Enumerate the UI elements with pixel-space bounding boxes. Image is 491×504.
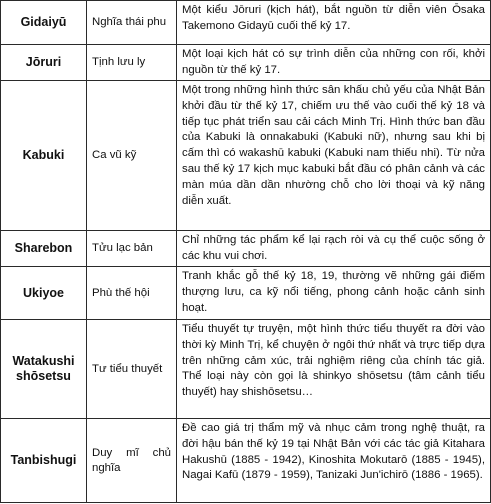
meaning-cell: Tửu lạc bản bbox=[87, 231, 177, 267]
term-cell: Kabuki bbox=[1, 81, 87, 231]
description-cell: Một loại kịch hát có sự trình diễn của những con rối, khởi nguồn từ thế kỷ 17. bbox=[177, 45, 491, 81]
table-row bbox=[1, 267, 491, 320]
table-row bbox=[1, 320, 491, 419]
meaning-cell: Ca vũ kỹ bbox=[87, 81, 177, 231]
description-cell: Một kiểu Jōruri (kịch hát), bắt nguồn từ diễn viên Ōsaka Takemono Gidayū cuối thế kỷ 17. bbox=[177, 1, 491, 45]
meaning-cell: Duy mĩ chủ nghĩa bbox=[87, 419, 177, 503]
term-cell: Watakushi shōsetsu bbox=[1, 320, 87, 419]
description-cell: Tranh khắc gỗ thế kỷ 18, 19, thường vẽ những gái điếm thượng lưu, ca kỹ nổi tiếng, phong cảnh hoặc cảnh sinh hoạt. bbox=[177, 267, 491, 320]
table-row bbox=[1, 45, 491, 81]
meaning-cell: Nghĩa thái phu bbox=[87, 1, 177, 45]
table-row bbox=[1, 1, 491, 45]
table-row bbox=[1, 81, 491, 231]
description-cell: Chỉ những tác phẩm kể lại rạch ròi và cụ thể cuộc sống ở các khu vui chơi. bbox=[177, 231, 491, 267]
description-cell: Tiểu thuyết tự truyện, một hình thức tiểu thuyết ra đời vào thời kỳ Minh Trị, kể chuyện ở ngôi thứ nhất và trực tiếp dựa trên những cảm xúc, trải nghiệm riêng của chính tác giả. Thể loại này còn gọi là shinkyo shōsetsu (tâm cảnh tiểu thuyết) hay shishōsetsu… bbox=[177, 320, 491, 419]
meaning-cell: Tịnh lưu ly bbox=[87, 45, 177, 81]
description-cell: Một trong những hình thức sân khấu chủ yếu của Nhật Bản khởi đầu từ thế kỷ 17, chiếm ưu thế vào cuối thế kỷ 18 và tiếp tục phát triển sau cải cách Minh Trị. Hình thức ban đầu của Kabuki là onnakabuki (Kabuki nữ), nhưng sau khi bị cấm thì có wakashū kabuki (Kabuki nam thiếu nhi). Từ nửa sau thế kỷ 17 kịch mục kabuki bắt đầu có phân cảnh và các màn múa dần dần nhường chỗ cho lời thoại và kỹ năng diễn xuất. bbox=[177, 81, 491, 231]
term-cell: Sharebon bbox=[1, 231, 87, 267]
table-row bbox=[1, 231, 491, 267]
term-cell: Gidaiyū bbox=[1, 1, 87, 45]
term-cell: Ukiyoe bbox=[1, 267, 87, 320]
term-cell: Jōruri bbox=[1, 45, 87, 81]
meaning-cell: Tư tiểu thuyết bbox=[87, 320, 177, 419]
meaning-cell: Phù thế hội bbox=[87, 267, 177, 320]
term-cell: Tanbishugi bbox=[1, 419, 87, 503]
description-cell: Đề cao giá trị thẩm mỹ và nhục cảm trong nghệ thuật, ra đời hậu bán thế kỷ 19 tại Nhật Bản với các tác giả Kitahara Hakushū (1885 - 1942), Kinoshita Mokutarō (1885 - 1945), Nagai Kafū (1879 - 1959), Tanizaki Jun'ichirō (1886 - 1965). bbox=[177, 419, 491, 503]
table-row bbox=[1, 419, 491, 503]
